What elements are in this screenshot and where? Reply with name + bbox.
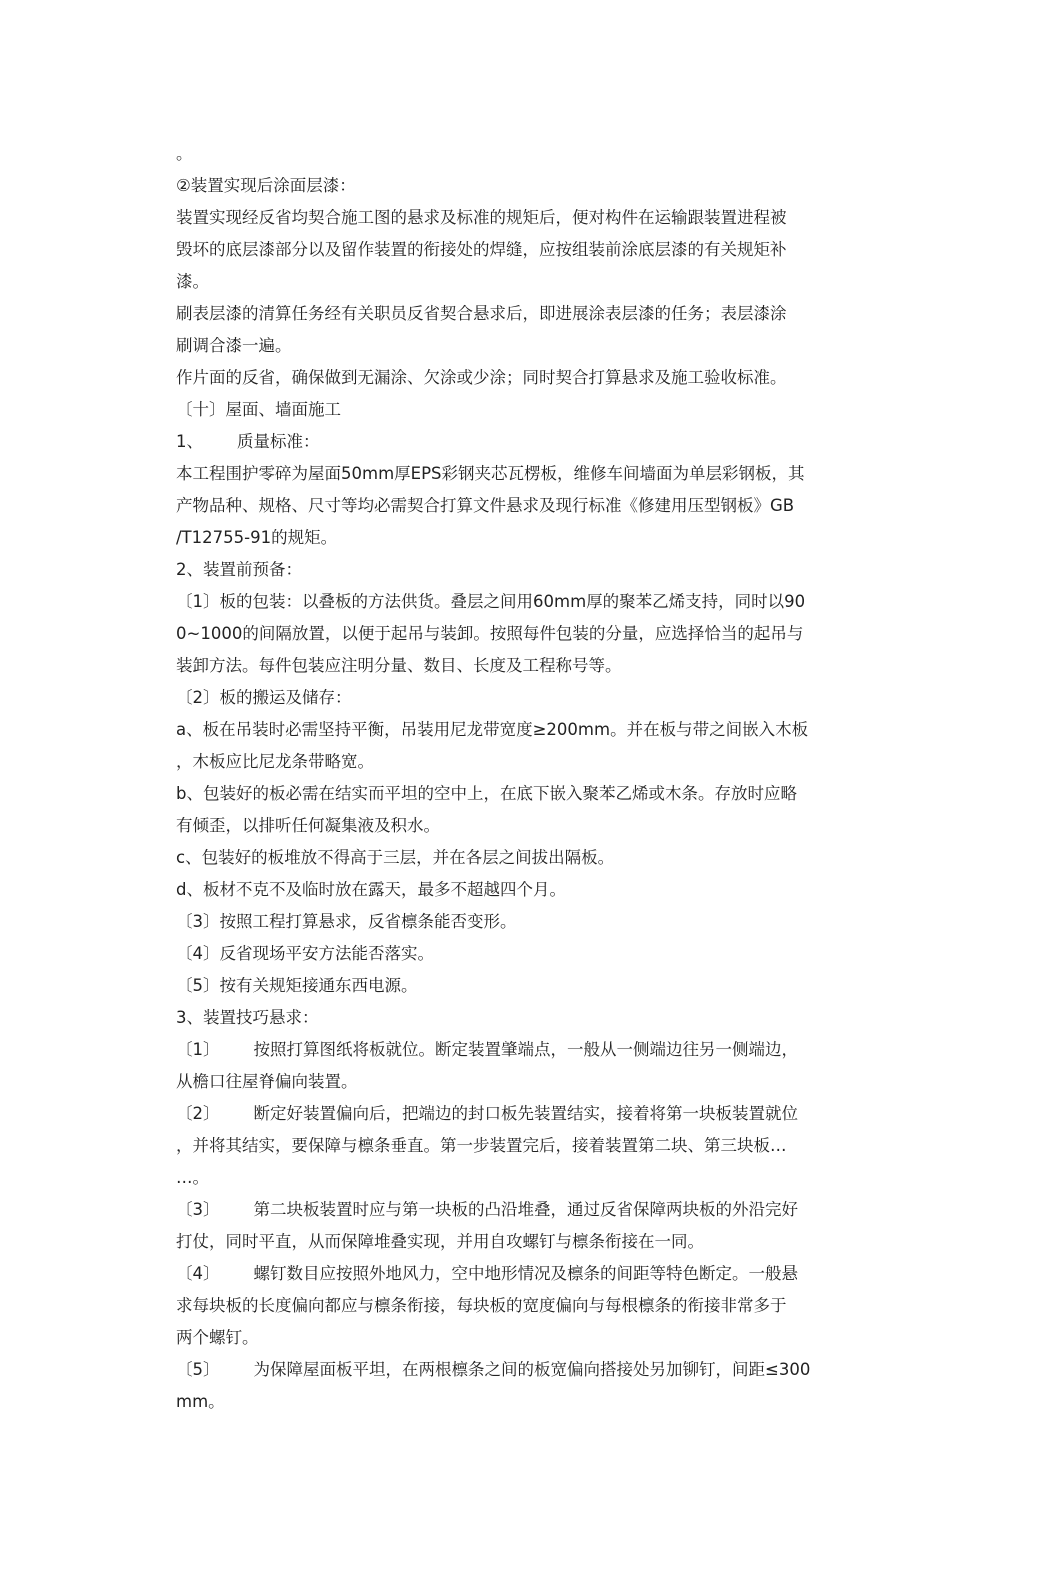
- section-heading: 〔十〕屋面、墙面施工: [176, 400, 341, 419]
- text-line: a、板在吊装时必需坚持平衡，吊装用尼龙带宽度≥200mm。并在板与带之间嵌入木板: [176, 720, 809, 739]
- text-line: …。: [176, 1168, 209, 1187]
- list-item: [176, 1098, 876, 1130]
- numbered-heading: 3、装置技巧悬求：: [176, 1008, 319, 1027]
- item-text: 断定好装置偏向后，把端边的封口板先装置结实，接着将第一块板装置就位: [253, 1104, 798, 1123]
- text-line: 从檐口往屋脊偏向装置。: [176, 1072, 358, 1091]
- text-line: ②装置实现后涂面层漆：: [176, 176, 356, 195]
- list-item: [176, 1194, 876, 1226]
- text-line: 作片面的反省，确保做到无漏涂、欠涂或少涂；同时契合打算悬求及施工验收标准。: [176, 368, 787, 387]
- text-line: /T12755-91的规矩。: [176, 528, 338, 547]
- text-line: mm。: [176, 1392, 225, 1411]
- text-line: c、包装好的板堆放不得高于三层，并在各层之间拔出隔板。: [176, 848, 615, 867]
- item-number: 〔1〕: [176, 1040, 220, 1059]
- text-line: b、包装好的板必需在结实而平坦的空中上，在底下嵌入聚苯乙烯或木条。存放时应略: [176, 784, 797, 803]
- text-line: 产物品种、规格、尺寸等均必需契合打算文件悬求及现行标准《修建用压型钢板》GB: [176, 496, 795, 515]
- text-line: 〔1〕板的包装：以叠板的方法供货。叠层之间用60mm厚的聚苯乙烯支持，同时以90: [176, 592, 806, 611]
- item-text: 第二块板装置时应与第一块板的凸沿堆叠，通过反省保障两块板的外沿完好: [253, 1200, 798, 1219]
- text-line: 0~1000的间隔放置，以便于起吊与装卸。按照每件包装的分量，应选择恰当的起吊与: [176, 624, 804, 643]
- text-line: 刷调合漆一遍。: [176, 336, 292, 355]
- list-item: [176, 1258, 876, 1290]
- list-item: [176, 1034, 876, 1066]
- numbered-heading: [176, 426, 876, 458]
- text-line: 有倾歪，以排听任何凝集液及积水。: [176, 816, 440, 835]
- item-text: 按照打算图纸将板就位。断定装置肇端点，一般从一侧端边往另一侧端边，: [253, 1040, 798, 1059]
- text-line: 打仗，同时平直，从而保障堆叠实现，并用自攻螺钉与檩条衔接在一同。: [176, 1232, 704, 1251]
- text-line: 求每块板的长度偏向都应与檩条衔接，每块板的宽度偏向与每根檩条的衔接非常多于: [176, 1296, 787, 1315]
- text-line: 本工程围护零碎为屋面50mm厚EPS彩钢夹芯瓦楞板，维修车间墙面为单层彩钢板，其: [176, 464, 805, 483]
- item-text: 螺钉数目应按照外地风力，空中地形情况及檩条的间距等特色断定。一般悬: [253, 1264, 798, 1283]
- item-number: 〔3〕: [176, 1200, 220, 1219]
- numbered-heading: 2、装置前预备：: [176, 560, 302, 579]
- text-line: ，并将其结实，要保障与檩条垂直。第一步装置完后，接着装置第二块、第三块板…: [176, 1136, 787, 1155]
- text-line: 装置实现经反省均契合施工图的悬求及标准的规矩后，便对构件在运输跟装置进程被: [176, 208, 787, 227]
- document-body: [176, 138, 876, 1418]
- item-number: 〔5〕: [176, 1360, 220, 1379]
- text-line: 刷表层漆的清算任务经有关职员反省契合悬求后，即进展涂表层漆的任务；表层漆涂: [176, 304, 787, 323]
- list-item: [176, 1354, 876, 1386]
- text-line: 毁坏的底层漆部分以及留作装置的衔接处的焊缝，应按组装前涂底层漆的有关规矩补: [176, 240, 787, 259]
- text-line: 〔4〕反省现场平安方法能否落实。: [176, 944, 434, 963]
- text-line: 〔2〕板的搬运及储存：: [176, 688, 352, 707]
- item-number: 〔4〕: [176, 1264, 220, 1283]
- text-line: d、板材不克不及临时放在露天，最多不超越四个月。: [176, 880, 566, 899]
- text-line: 〔3〕按照工程打算悬求，反省檩条能否变形。: [176, 912, 517, 931]
- text-line: 。: [176, 144, 193, 163]
- heading-number: 1、: [176, 432, 203, 451]
- text-line: 两个螺钉。: [176, 1328, 259, 1347]
- text-line: ，木板应比尼龙条带略宽。: [176, 752, 374, 771]
- text-line: 装卸方法。每件包装应注明分量、数目、长度及工程称号等。: [176, 656, 622, 675]
- item-text: 为保障屋面板平坦，在两根檩条之间的板宽偏向搭接处另加铆钉，间距≤300: [253, 1360, 811, 1379]
- text-line: 〔5〕按有关规矩接通东西电源。: [176, 976, 418, 995]
- text-line: 漆。: [176, 272, 209, 291]
- item-number: 〔2〕: [176, 1104, 220, 1123]
- heading-text: 质量标准：: [237, 432, 320, 451]
